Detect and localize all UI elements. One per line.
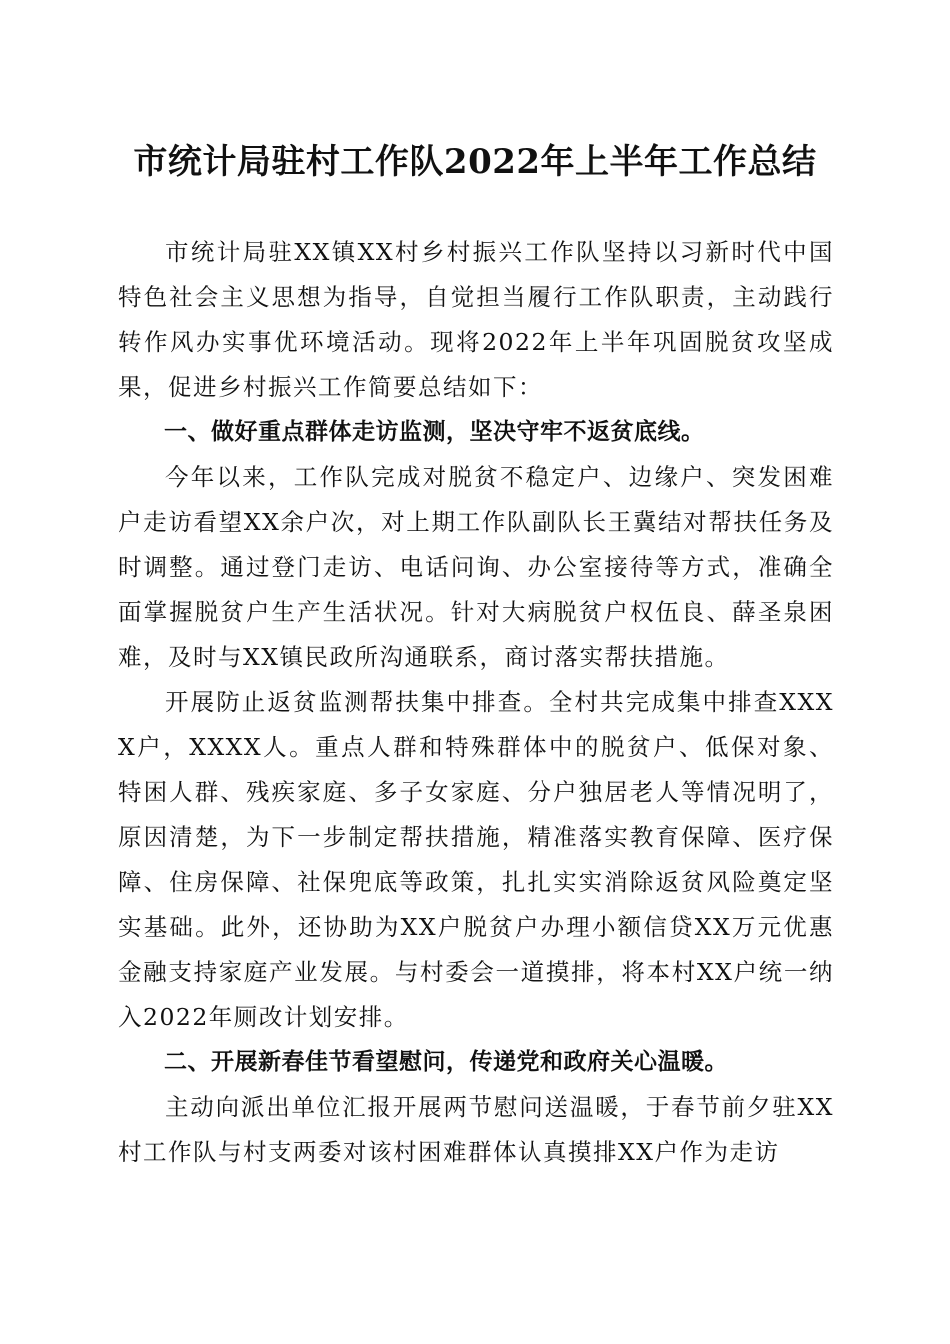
section-1-heading: 一、做好重点群体走访监测，坚决守牢不返贫底线。 <box>164 419 705 445</box>
intro-paragraph: 市统计局驻XX镇XX村乡村振兴工作队坚持以习新时代中国特色社会主义思想为指导，自觉担当履行工作队职责，主动践行转作风办实事优环境活动。现将2022年上半年巩固脱贫攻坚成果，促进乡村振兴工作简要总结如下： <box>118 238 834 401</box>
document-body <box>118 230 834 1175</box>
section-1-paragraph-1: 今年以来，工作队完成对脱贫不稳定户、边缘户、突发困难户走访看望XX余户次，对上期工作队副队长王冀结对帮扶任务及时调整。通过登门走访、电话问询、办公室接待等方式，准确全面掌握脱贫户生产生活状况。针对大病脱贫户权伍良、薛圣泉困难，及时与XX镇民政所沟通联系，商讨落实帮扶措施。 <box>118 463 834 671</box>
document-title: 市统计局驻村工作队2022年上半年工作总结 <box>133 142 817 182</box>
section-2-paragraph-1: 主动向派出单位汇报开展两节慰问送温暖，于春节前夕驻XX村工作队与村支两委对该村困难群体认真摸排XX户作为走访 <box>118 1093 834 1166</box>
section-2-heading: 二、开展新春佳节看望慰问，传递党和政府关心温暖。 <box>164 1049 728 1075</box>
section-1-paragraph-2: 开展防止返贫监测帮扶集中排查。全村共完成集中排查XXXX户，XXXX人。重点人群和特殊群体中的脱贫户、低保对象、特困人群、残疾家庭、多子女家庭、分户独居老人等情况明了，原因清楚，为下一步制定帮扶措施，精准落实教育保障、医疗保障、住房保障、社保兜底等政策，扎扎实实消除返贫风险奠定坚实基础。此外，还协助为XX户脱贫户办理小额信贷XX万元优惠金融支持家庭产业发展。与村委会一道摸排，将本村XX户统一纳入2022年厕改计划安排。 <box>118 688 834 1031</box>
